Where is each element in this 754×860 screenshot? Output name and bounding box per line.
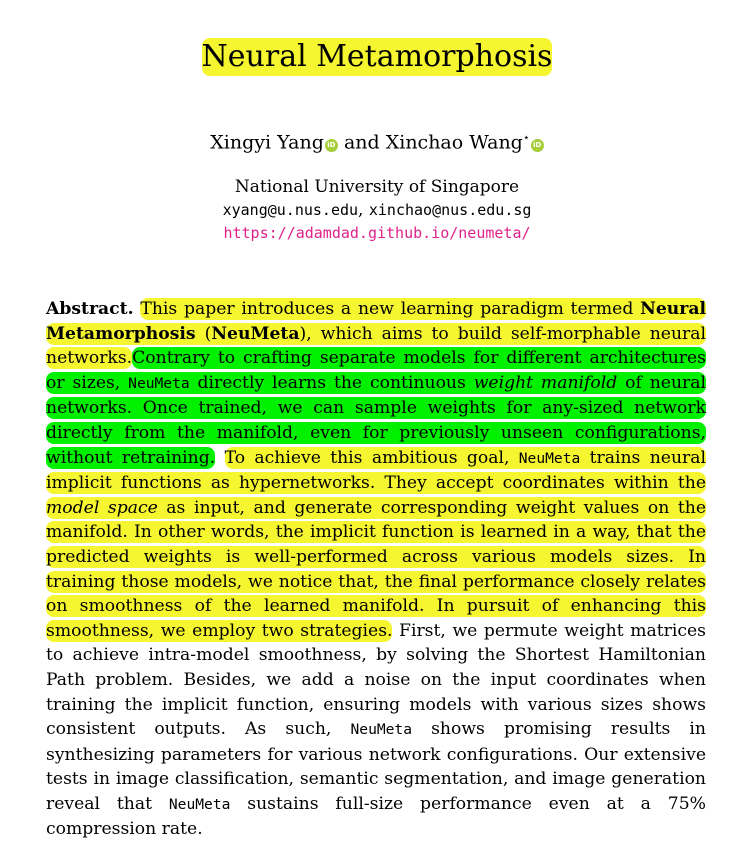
abstract-text: of neural networks. Once trained, we can sample weights for any-sized network directly from the manifold, even for previously unseen configurations, without retraining. — [46, 372, 706, 468]
emphasis: model space — [46, 497, 158, 518]
author-name-2: Xinchao Wang — [385, 131, 523, 154]
author-name-1: Xingyi Yang — [210, 131, 324, 154]
email-1[interactable]: xyang@u.nus.edu — [222, 201, 359, 219]
corresponding-star: ⋆ — [522, 131, 530, 144]
institution: National University of Singapore — [234, 177, 520, 197]
code-term: NeuMeta — [168, 795, 231, 813]
abstract-text: First, we permute weight matrices to achieve intra-model smoothness, by solving the Shortest Hamiltonian Path problem. Besides, we add a noise on the input coordinates when training the implicit function, ensuring models with various sizes shows consistent outputs. As such, — [46, 620, 706, 740]
abstract-text: as input, and generate corresponding weight values on the manifold. In other words, the implicit function is learned in a way, that the predicted weights is well-performed across various models sizes. In training those models, we notice that, the final performance closely relates on smoothness of the learned manifold. In pursuit of enhancing this smoothness, we employ two strategies. — [46, 497, 706, 641]
author-line — [0, 126, 754, 154]
term-bold: Neural Metamorphosis — [46, 299, 706, 344]
abstract-text: Contrary to crafting separate models for different architectures or sizes, — [46, 348, 706, 393]
orcid-icon[interactable]: iD — [531, 139, 544, 152]
email-2[interactable]: xinchao@nus.edu.sg — [368, 201, 532, 219]
abstract-text: directly learns the continuous — [189, 372, 474, 393]
affiliation-block — [0, 176, 754, 245]
abstract-text: To achieve this ambitious goal, — [224, 447, 519, 468]
abstract-heading: Abstract. — [46, 299, 134, 319]
code-term: NeuMeta — [518, 449, 581, 467]
code-term: NeuMeta — [128, 374, 190, 392]
title-block — [0, 38, 754, 76]
code-term: NeuMeta — [350, 721, 413, 739]
highlight-yellow-2 — [46, 447, 706, 642]
abstract-text: ), which aims to build self-morphable neural networks. — [46, 323, 707, 369]
author-conjunction: and — [343, 131, 380, 154]
abstract-text: shows promising results in synthesizing parameters for various network configurations. Our extensive tests in image classification, semantic segmentation, and image generation reveal that — [46, 719, 706, 814]
paper-title: Neural Metamorphosis — [201, 39, 553, 74]
abstract-text: ( — [195, 323, 212, 344]
project-url-link[interactable]: https://adamdad.github.io/neumeta/ — [223, 224, 531, 242]
abstract-text: sustains full-size performance even at a 75% compression rate. — [46, 793, 706, 840]
email-separator: , — [358, 200, 364, 220]
term-bold: NeuMeta — [211, 323, 300, 344]
abstract-text: trains neural implicit functions as hypernetworks. They accept coordinates within the — [46, 447, 706, 494]
orcid-icon[interactable]: iD — [325, 139, 338, 152]
abstract — [46, 297, 706, 842]
abstract-text: This paper introduces a new learning paradigm termed — [140, 299, 641, 319]
emails — [0, 199, 754, 222]
emphasis: weight manifold — [473, 372, 618, 393]
